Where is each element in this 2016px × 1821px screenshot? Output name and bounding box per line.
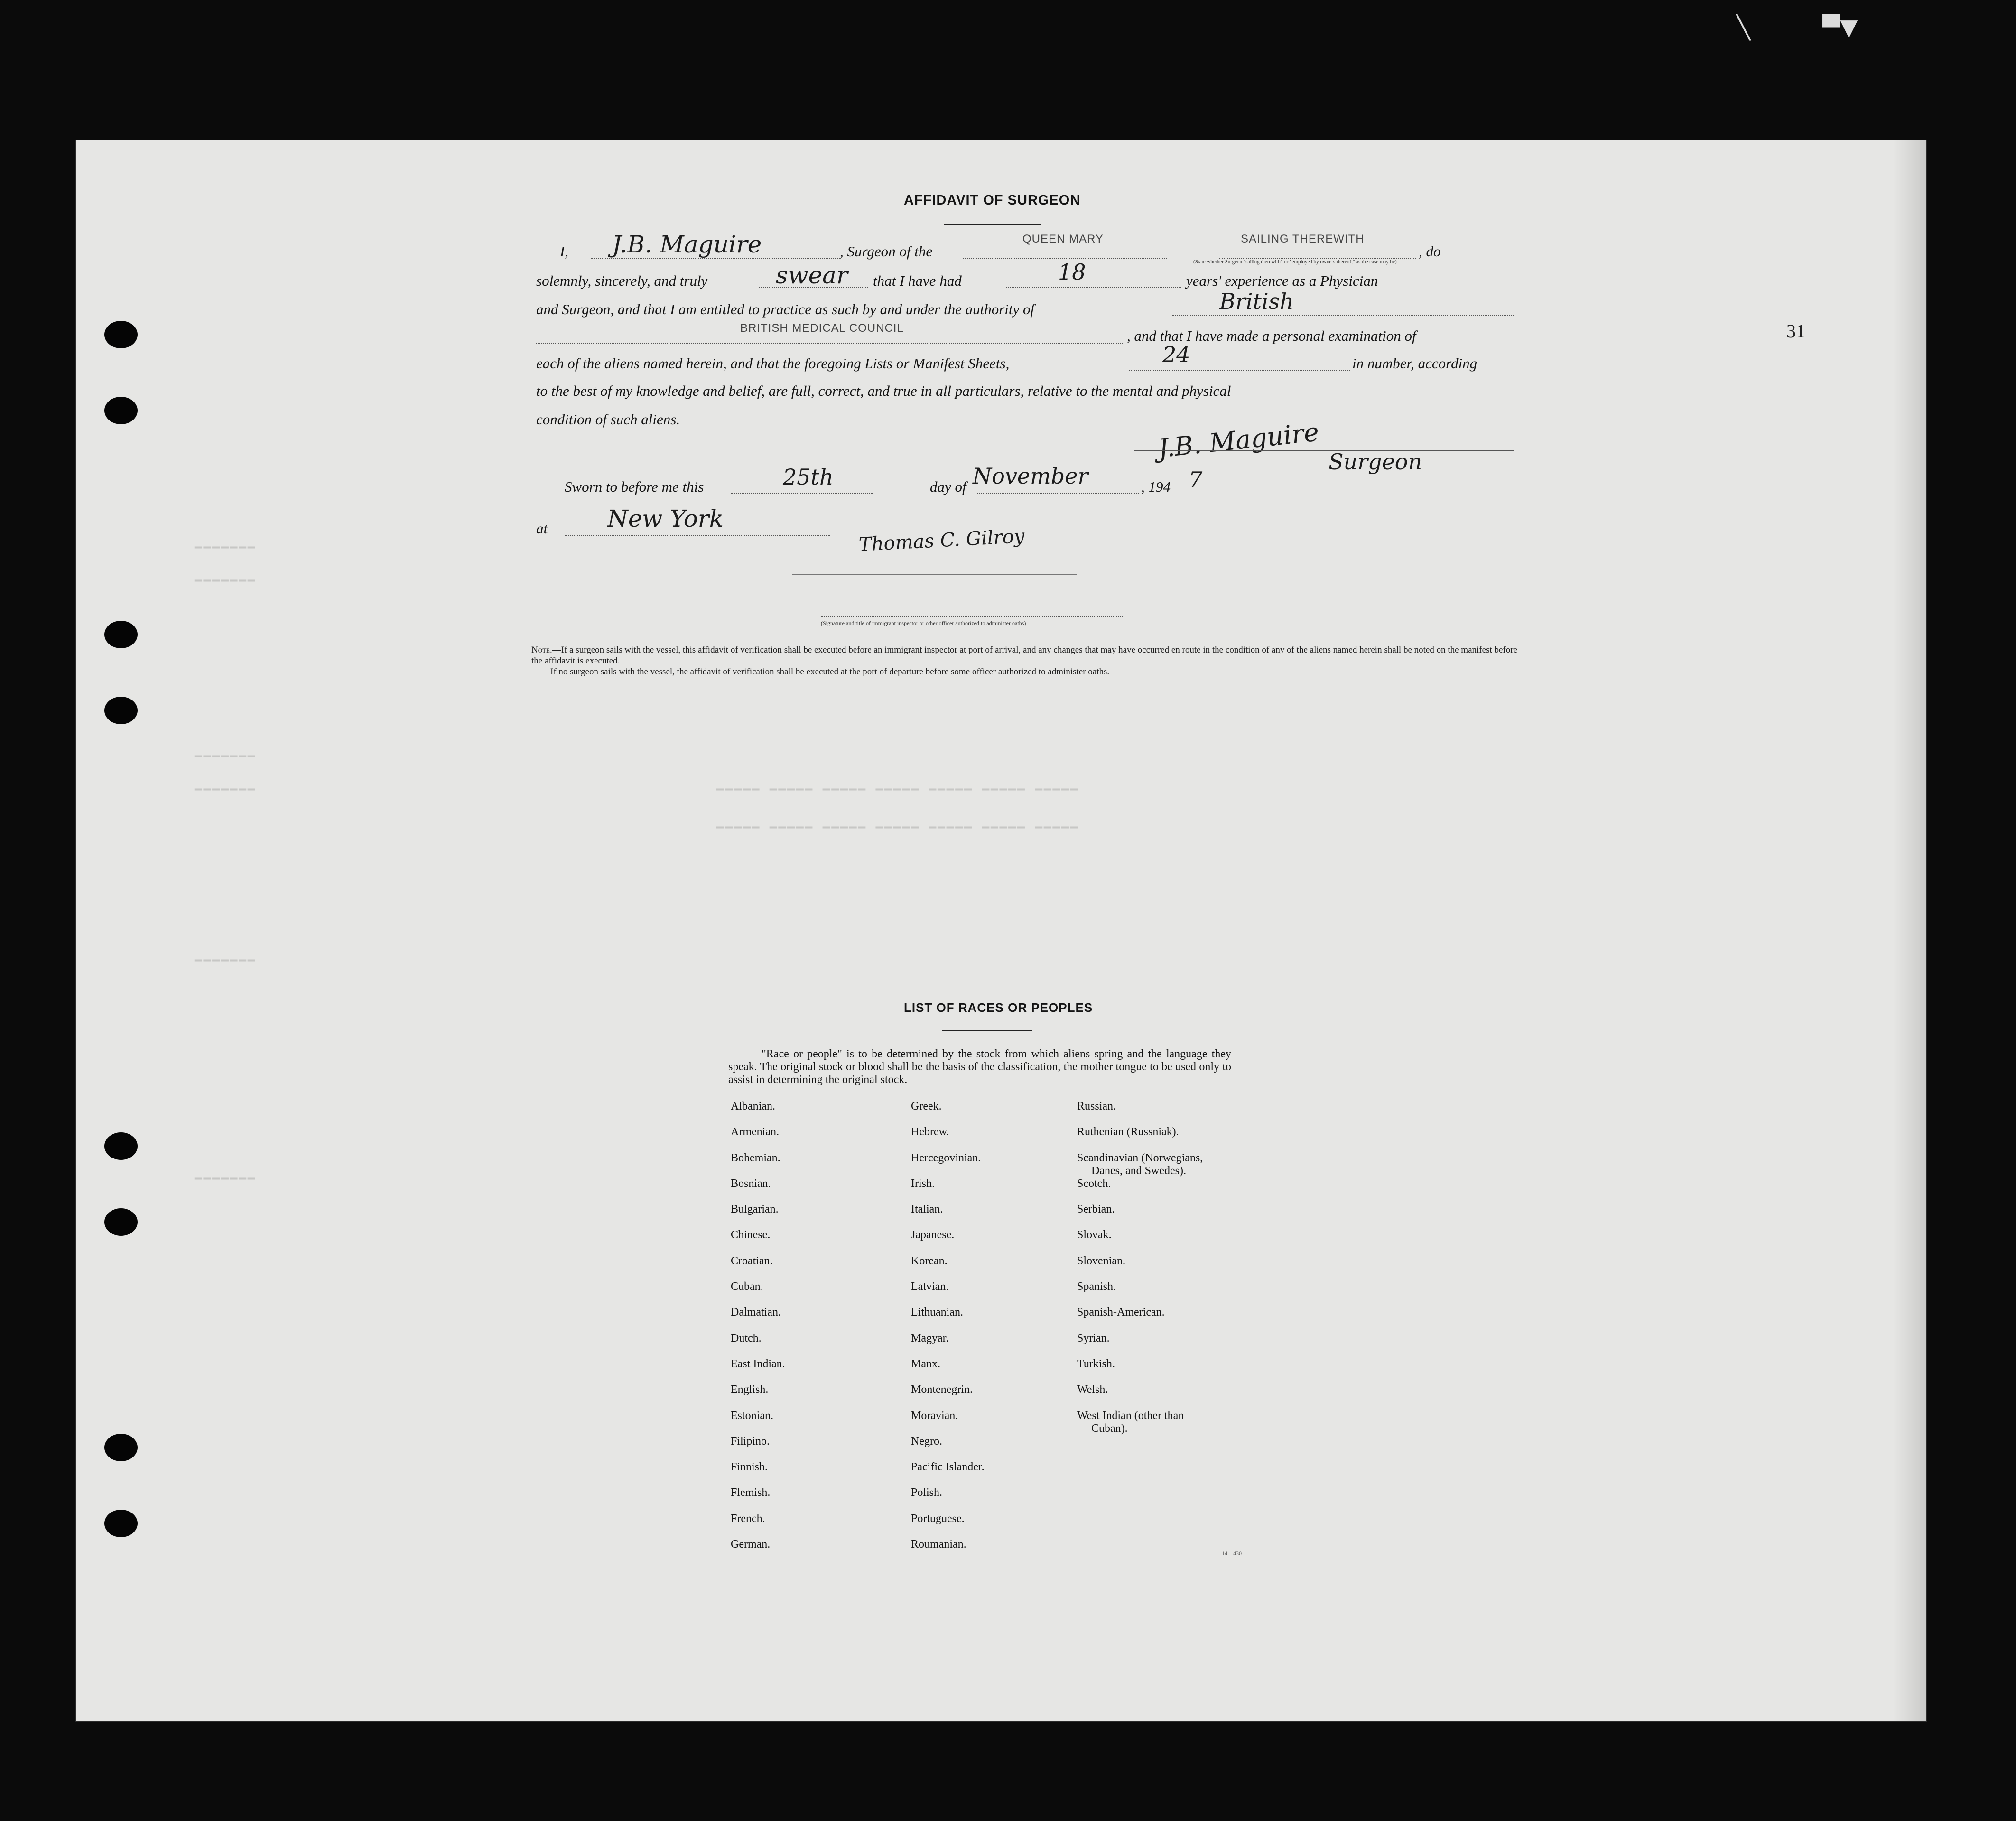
affidavit-text: condition of such aliens. [536,411,680,428]
affidavit-prefix: I, [560,243,569,260]
years-handwritten: 18 [1058,259,1086,285]
race-item: Scotch. [1077,1177,1111,1190]
race-item: Roumanian. [911,1538,966,1551]
race-item: Bohemian. [731,1151,780,1164]
officer-signature-line [792,574,1077,575]
affidavit-title: AFFIDAVIT OF SURGEON [904,193,1081,208]
month-handwritten: November [973,463,1088,489]
race-item-line: Cuban). [1091,1422,1128,1435]
race-item: Turkish. [1077,1357,1115,1370]
form-number: 14—430 [1222,1550,1242,1557]
document-page [76,140,1926,1721]
race-item: Pacific Islander. [911,1461,985,1474]
bleed-through-texture: ▁▁▁▁▁▁▁ [195,568,257,582]
punch-hole [104,697,138,724]
authority-handwritten: British [1219,289,1294,314]
fill-line-years [1006,287,1181,288]
affidavit-text: , do [1419,243,1441,260]
race-item: Armenian. [731,1126,779,1139]
affidavit-text: and Surgeon, and that I am entitled to practice as such by and under the authority of [536,301,1035,318]
race-item: Welsh. [1077,1383,1108,1396]
race-item: Estonian. [731,1409,773,1422]
note-label: Note. [531,645,552,655]
surgeon-title-handwritten: Surgeon [1329,449,1422,475]
race-item: Hebrew. [911,1126,949,1139]
races-column-2 [911,1093,985,1557]
affidavit-text: each of the aliens named herein, and that the foregoing Lists or Manifest Sheets, [536,355,1010,372]
punch-hole [104,1132,138,1160]
race-item: Albanian. [731,1100,775,1112]
year-handwritten: 7 [1189,467,1203,493]
oath-handwritten: swear [776,261,848,289]
signature-line [1134,450,1514,451]
fill-line-month [977,493,1139,494]
surgeon-role: SAILING THEREWITH [1241,233,1365,245]
race-item: Slovenian. [1077,1254,1125,1267]
race-item: Slovak. [1077,1229,1112,1242]
race-item: Greek. [911,1100,942,1112]
race-item: Polish. [911,1486,943,1499]
race-item: German. [731,1538,771,1551]
bleed-through-texture: ▁▁▁▁▁▁▁ [195,744,257,758]
race-item: Filipino. [731,1435,770,1447]
races-intro: "Race or people" is to be determined by the stock from which aliens spring and the language they speak. The original stock or blood shall be the basis of the classification, the mother tongue to be used only to assist in determining the original stock. [728,1048,1231,1086]
race-item: English. [731,1383,769,1396]
race-item: Spanish-American. [1077,1306,1165,1319]
note-text-2: If no surgeon sails with the vessel, the affidavit of verification shall be executed at the port of departure before some officer authorized to administer oaths. [550,667,1110,677]
page-edge-shadow [1893,140,1926,1721]
race-item: Korean. [911,1254,948,1267]
fill-line-surgeon-name [591,258,840,259]
affidavit-text: , Surgeon of the [840,243,933,260]
role-note: (State whether Surgeon "sailing therewith" or "employed by owners thereof," as the case may be) [1193,259,1397,265]
race-item: Spanish. [1077,1280,1116,1293]
at-label: at [536,520,548,537]
authority-typed: BRITISH MEDICAL COUNCIL [740,322,904,335]
race-item: Serbian. [1077,1203,1115,1216]
punch-hole [104,1208,138,1236]
race-item: Moravian. [911,1409,958,1422]
surgeon-signature: J.B. Maguire [1156,417,1320,464]
affidavit-text: solemnly, sincerely, and truly [536,272,708,289]
race-item: Manx. [911,1357,940,1370]
races-column-3 [1077,1093,1203,1435]
year-printed: , 194 [1141,478,1171,495]
race-item [1077,1403,1203,1435]
bleed-through-texture: ▁▁▁▁▁ ▁▁▁▁▁ ▁▁▁▁▁ ▁▁▁▁▁ ▁▁▁▁▁ ▁▁▁▁▁ ▁▁▁▁▁ [716,815,1079,829]
race-item: East Indian. [731,1357,785,1370]
race-item: Flemish. [731,1486,771,1499]
race-item: Japanese. [911,1229,955,1242]
race-item [1077,1145,1203,1177]
race-item: Dalmatian. [731,1306,781,1319]
race-item: Magyar. [911,1332,949,1345]
note-text-1: —If a surgeon sails with the vessel, this affidavit of verification shall be executed before an immigrant inspector at port of arrival, and any changes that may have occurred en route in the condition of any of the aliens named herein shall be noted on the manifest before the affidavit is executed. [531,645,1518,666]
sworn-text: day of [930,478,966,495]
race-item: Dutch. [731,1332,762,1345]
affidavit-text: years' experience as a Physician [1186,272,1378,289]
sheets-handwritten: 24 [1162,342,1190,367]
page-number: 31 [1786,320,1805,342]
race-item: Russian. [1077,1100,1116,1112]
race-item-line: Danes, and Swedes). [1091,1164,1186,1177]
bleed-through-texture: ▁▁▁▁▁▁▁ [195,535,257,549]
race-item: Lithuanian. [911,1306,963,1319]
races-title: LIST OF RACES OR PEOPLES [904,1000,1093,1015]
punch-hole [104,1510,138,1537]
race-item: Ruthenian (Russniak). [1077,1126,1179,1139]
officer-caption-line [821,616,1124,617]
affidavit-text: that I have had [873,272,962,289]
fill-line-sheets [1129,370,1350,371]
punch-hole [104,321,138,348]
race-item: French. [731,1512,765,1525]
race-item-line: West Indian (other than [1077,1409,1184,1422]
officer-caption: (Signature and title of immigrant inspector or other officer authorized to administer oaths) [821,620,1026,626]
fill-line-authority [1172,315,1514,316]
punch-hole [104,621,138,648]
bleed-through-texture: ▁▁▁▁▁▁▁ [195,777,257,791]
race-item: Bosnian. [731,1177,771,1190]
punch-hole [104,397,138,424]
race-item: Croatian. [731,1254,773,1267]
race-item: Italian. [911,1203,943,1216]
races-column-1 [731,1093,785,1557]
races-title-underline [942,1030,1032,1031]
sworn-text: Sworn to before me this [565,478,704,495]
bleed-through-texture: ▁▁▁▁▁▁▁ [195,948,257,962]
fill-line-day [731,493,873,494]
punch-hole [104,1434,138,1461]
race-item: Chinese. [731,1229,771,1242]
race-item: Latvian. [911,1280,949,1293]
race-item: Syrian. [1077,1332,1110,1345]
day-handwritten: 25th [783,464,834,490]
affidavit-text: to the best of my knowledge and belief, are full, correct, and true in all particulars, relative to the mental and physical [536,383,1231,399]
race-item-line: Scandinavian (Norwegians, [1077,1151,1203,1164]
title-underline [944,224,1041,225]
place-handwritten: New York [607,505,724,532]
race-item: Cuban. [731,1280,763,1293]
film-corner-marks: ╲ ▀▼ [1737,14,1858,41]
affidavit-text: , and that I have made a personal examination of [1127,327,1416,344]
race-item: Hercegovinian. [911,1151,981,1164]
bleed-through-texture: ▁▁▁▁▁▁▁ [195,1166,257,1180]
affidavit-text: in number, according [1352,355,1477,372]
fill-line-place [565,535,830,536]
fill-line-authority-continued [536,343,1124,344]
vessel-name: QUEEN MARY [1022,233,1104,245]
bleed-through-texture: ▁▁▁▁▁ ▁▁▁▁▁ ▁▁▁▁▁ ▁▁▁▁▁ ▁▁▁▁▁ ▁▁▁▁▁ ▁▁▁▁▁ [716,777,1079,791]
race-item: Irish. [911,1177,935,1190]
affidavit-note [531,644,1523,677]
race-item: Finnish. [731,1461,768,1474]
surgeon-name-handwritten: J.B. Maguire [612,231,762,258]
race-item: Bulgarian. [731,1203,779,1216]
race-item: Portuguese. [911,1512,965,1525]
officer-signature: Thomas C. Gilroy [858,525,1025,556]
race-item: Montenegrin. [911,1383,973,1396]
race-item: Negro. [911,1435,942,1447]
